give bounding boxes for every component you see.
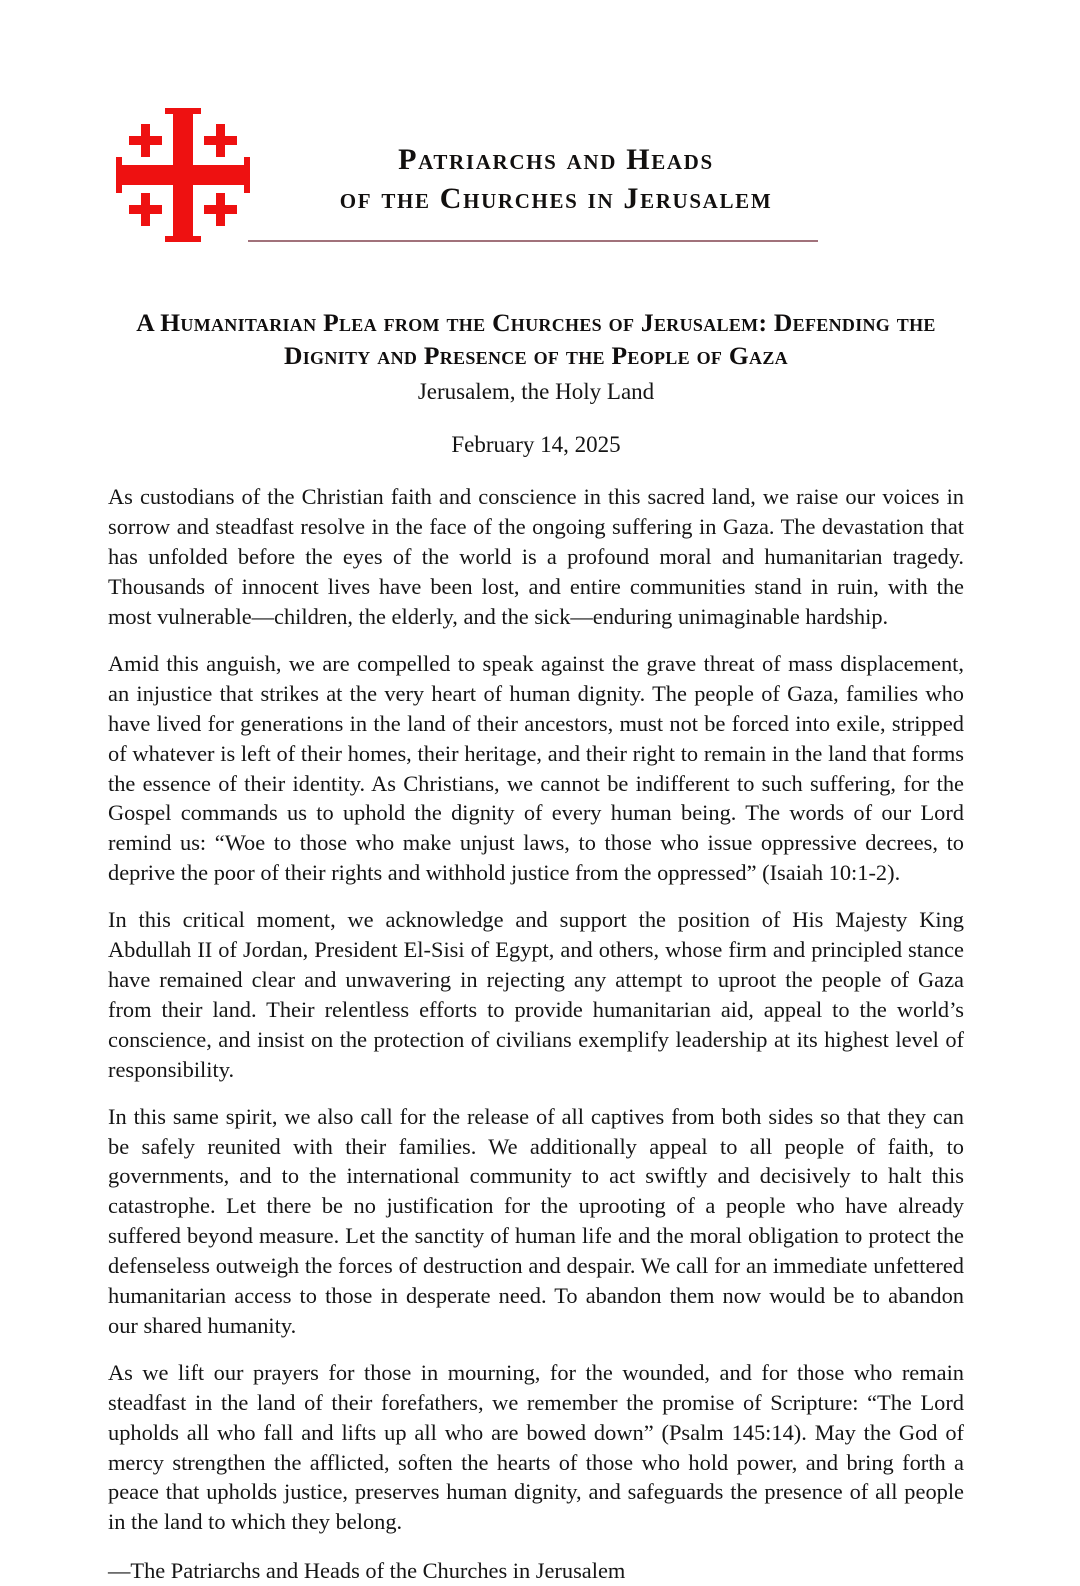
document-body [108,306,964,1586]
document-place: Jerusalem, the Holy Land [417,379,655,405]
paragraph: Amid this anguish, we are compelled to speak against the grave threat of mass displacement, an injustice that strikes at the very heart of human dignity. The people of Gaza, families who have lived for generations in the land of their ancestors, must not be forced into exile, stripped of whatever is left of their homes, their heritage, and their right to remain in the land that forms the essence of their identity. As Christians, we cannot be indifferent to such suffering, for the Gospel commands us to uphold the dignity of every human being. The words of our Lord remind us: “Woe to those who make unjust laws, to those who issue oppressive decrees, to deprive the poor of their rights and withhold justice from the oppressed” (Isaiah 10:1-2). [108,650,964,886]
letterhead-divider [248,240,818,242]
letterhead-titles [256,140,856,218]
letterhead [0,0,1080,270]
paragraph: As we lift our prayers for those in mourning, for the wounded, and for those who remain steadfast in the land of their forefathers, we remember the promise of Scripture: “The Lord upholds all who fall and lifts up all who are bowed down” (Psalm 145:14). May the God of mercy strengthen the afflicted, soften the hearts of those who hold power, and bring forth a peace that upholds justice, preserves human dignity, and safeguards the presence of all people in the land to which they belong. [108,1359,964,1535]
letterhead-line-2: of the Churches in Jerusalem [339,182,773,215]
signature-line: —The Patriarchs and Heads of the Churches in Jerusalem [108,1558,626,1584]
document-date: February 14, 2025 [451,432,621,458]
paragraph: In this critical moment, we acknowledge and support the position of His Majesty King Abdullah II of Jordan, President El-Sisi of Egypt, and others, whose firm and principled stance have remained clear and unwavering in rejecting any attempt to uproot the people of Gaza from their land. Their relentless efforts to provide humanitarian aid, appeal to the world’s conscience, and insist on the protection of civilians exemplify leadership at its highest level of responsibility. [108,907,964,1082]
paragraph: As custodians of the Christian faith and conscience in this sacred land, we raise our voices in sorrow and steadfast resolve in the face of the ongoing suffering in Gaza. The devastation that has unfolded before the eyes of the world is a profound moral and humanitarian tragedy. Thousands of innocent lives have been lost, and entire communities stand in ruin, with the most vulnerable—children, the elderly, and the sick—enduring unimaginable hardship. [108,484,964,629]
document-title: A Humanitarian Plea from the Churches of Jerusalem: Defending the Dignity and Presence of the People of Gaza [136,308,936,371]
letterhead-line-1: Patriarchs and Heads [398,143,714,176]
paragraph: In this same spirit, we also call for the release of all captives from both sides so that they can be safely reunited with their families. We additionally appeal to all people of faith, to governments, and to the international community to act swiftly and decisively to halt this catastrophe. Let there be no justification for the uprooting of a people who have already suffered beyond measure. Let the sanctity of human life and the moral obligation to protect the defenseless outweigh the forces of destruction and despair. We call for an immediate unfettered humanitarian access to those in desperate need. To abandon them now would be to abandon our shared humanity. [108,1103,964,1338]
body-paragraphs [108,482,964,1537]
jerusalem-cross-icon [110,96,256,254]
